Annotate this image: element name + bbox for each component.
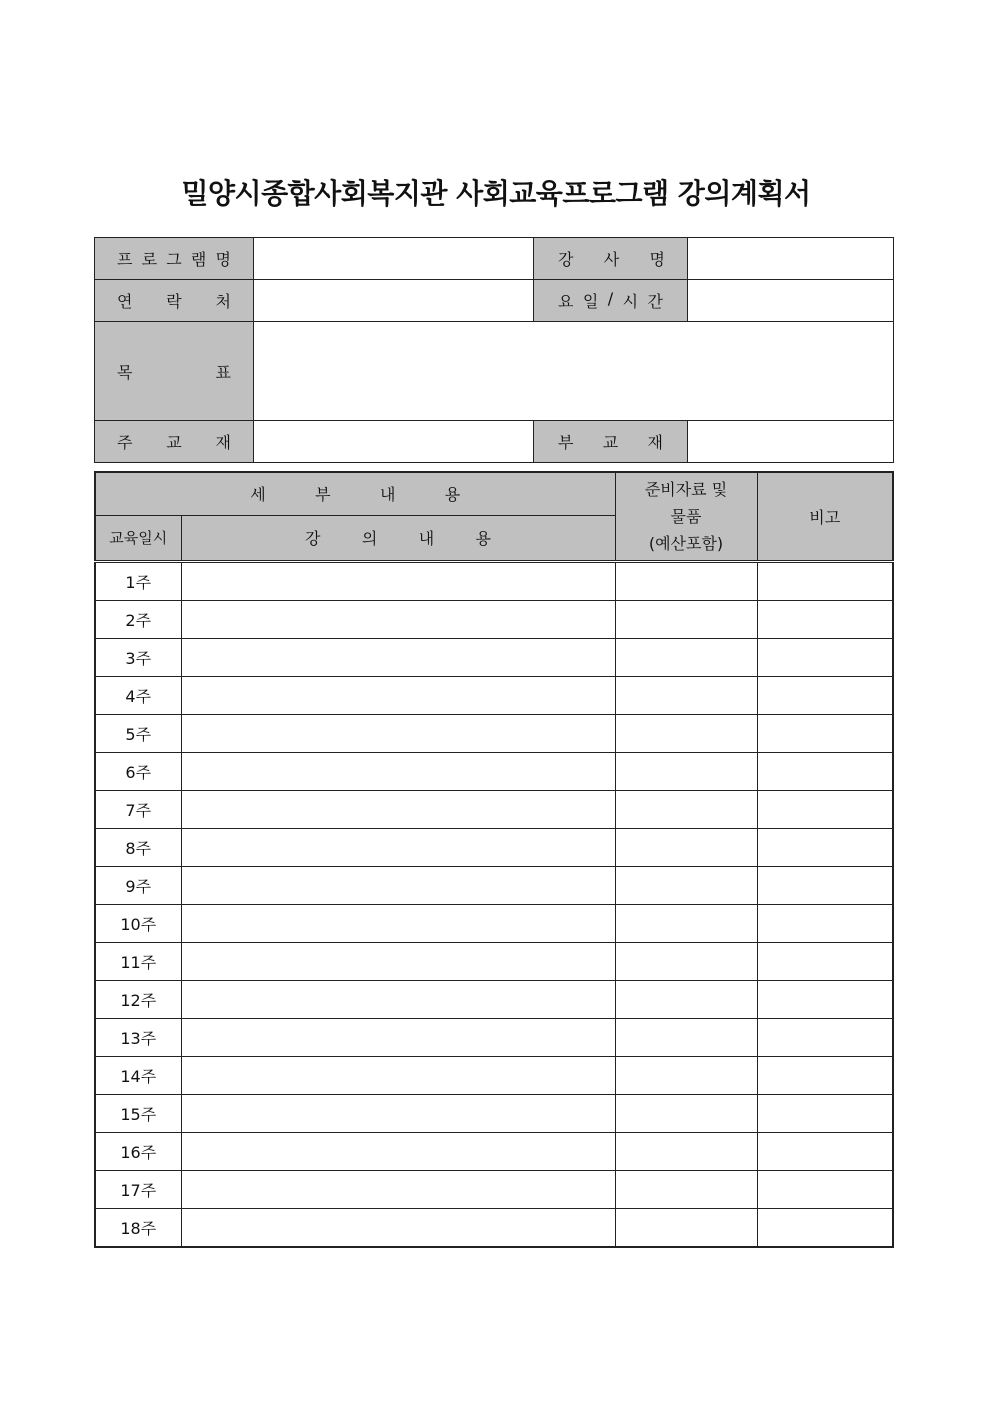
week-row: [95, 980, 893, 1018]
contact-label: [95, 280, 254, 322]
week-label: 1주: [95, 561, 181, 600]
lecture-content-header-char: 의: [361, 529, 378, 548]
schedule-field[interactable]: [688, 280, 894, 322]
instructor-label: [534, 238, 688, 280]
remarks-cell[interactable]: [757, 752, 893, 790]
materials-cell[interactable]: [615, 561, 757, 600]
detail-content-header-char: 용: [444, 485, 461, 505]
goal-label-char: 목: [117, 362, 133, 382]
schedule-label-char: 시: [622, 292, 639, 311]
program-name-label-char: 로: [141, 250, 158, 269]
materials-cell[interactable]: [615, 866, 757, 904]
week-row: [95, 866, 893, 904]
weekly-plan-table: [94, 471, 894, 1248]
contact-label-char: 연: [117, 292, 133, 311]
lecture-content-cell[interactable]: [181, 980, 615, 1018]
schedule-label-char: /: [607, 289, 614, 308]
contact-field[interactable]: [254, 280, 534, 322]
program-name-label-char: 프: [117, 250, 133, 269]
materials-header-line2: 물품: [670, 506, 702, 526]
contact-label-char: 락: [166, 292, 182, 311]
remarks-cell[interactable]: [757, 714, 893, 752]
week-label: 15주: [95, 1094, 181, 1132]
main-textbook-label-char: 주: [117, 433, 133, 452]
materials-cell[interactable]: [615, 790, 757, 828]
week-row: [95, 561, 893, 600]
week-label: 18주: [95, 1208, 181, 1247]
week-label: 4주: [95, 676, 181, 714]
lecture-content-cell[interactable]: [181, 752, 615, 790]
detail-content-header-char: 세: [250, 485, 266, 505]
week-label: 7주: [95, 790, 181, 828]
sub-textbook-label-char: 교: [602, 433, 619, 452]
remarks-cell[interactable]: [757, 980, 893, 1018]
lecture-content-header-char: 용: [475, 529, 491, 548]
lecture-content-cell[interactable]: [181, 638, 615, 676]
remarks-cell[interactable]: [757, 1056, 893, 1094]
detail-content-header: [95, 472, 615, 515]
week-row: [95, 1094, 893, 1132]
remarks-cell[interactable]: [757, 600, 893, 638]
week-row: [95, 942, 893, 980]
week-label: 6주: [95, 752, 181, 790]
week-row: [95, 676, 893, 714]
remarks-cell[interactable]: [757, 942, 893, 980]
lecture-content-cell[interactable]: [181, 1018, 615, 1056]
lecture-content-cell[interactable]: [181, 600, 615, 638]
sub-textbook-label-char: 부: [558, 433, 574, 452]
instructor-label-char: 명: [649, 250, 665, 269]
lecture-content-cell[interactable]: [181, 1208, 615, 1247]
week-label: 16주: [95, 1132, 181, 1170]
materials-header-line1: 준비자료 및: [644, 479, 728, 499]
sub-textbook-label: [534, 421, 688, 463]
week-row: [95, 638, 893, 676]
materials-cell[interactable]: [615, 714, 757, 752]
materials-cell[interactable]: [615, 942, 757, 980]
program-name-label-char: 그: [166, 250, 182, 269]
sub-textbook-field[interactable]: [688, 421, 894, 463]
remarks-cell[interactable]: [757, 866, 893, 904]
remarks-cell[interactable]: [757, 1208, 893, 1247]
contact-label-char: 처: [215, 292, 231, 311]
schedule-label: [534, 280, 688, 322]
lecture-content-cell[interactable]: [181, 676, 615, 714]
instructor-field[interactable]: [688, 238, 894, 280]
week-row: [95, 752, 893, 790]
week-label: 11주: [95, 942, 181, 980]
week-row: [95, 1208, 893, 1247]
detail-content-header-char: 내: [379, 485, 396, 505]
program-name-field[interactable]: [254, 238, 534, 280]
detail-content-header-char: 부: [315, 485, 331, 505]
materials-cell[interactable]: [615, 638, 757, 676]
remarks-cell[interactable]: [757, 676, 893, 714]
week-row: [95, 904, 893, 942]
lecture-content-cell[interactable]: [181, 561, 615, 600]
main-textbook-label-char: 재: [215, 433, 231, 452]
remarks-cell[interactable]: [757, 638, 893, 676]
lecture-content-cell[interactable]: [181, 828, 615, 866]
materials-cell[interactable]: [615, 1094, 757, 1132]
week-row: [95, 790, 893, 828]
sub-textbook-label-char: 재: [647, 433, 663, 452]
lecture-content-cell[interactable]: [181, 866, 615, 904]
remarks-cell[interactable]: [757, 790, 893, 828]
remarks-cell[interactable]: [757, 828, 893, 866]
materials-cell[interactable]: [615, 1132, 757, 1170]
remarks-cell[interactable]: [757, 1170, 893, 1208]
document-title: 밀양시종합사회복지관 사회교육프로그램 강의계획서: [181, 177, 811, 210]
lecture-content-header-char: 강: [305, 529, 321, 548]
lecture-content-cell[interactable]: [181, 714, 615, 752]
remarks-cell[interactable]: [757, 1018, 893, 1056]
goal-label-char: 표: [215, 362, 231, 382]
week-row: [95, 714, 893, 752]
instructor-label-char: 강: [558, 250, 574, 269]
lecture-content-cell[interactable]: [181, 1056, 615, 1094]
main-textbook-label-char: 교: [166, 433, 182, 452]
lecture-content-cell[interactable]: [181, 1094, 615, 1132]
materials-cell[interactable]: [615, 1170, 757, 1208]
remarks-cell[interactable]: [757, 561, 893, 600]
materials-cell[interactable]: [615, 904, 757, 942]
week-label: 14주: [95, 1056, 181, 1094]
week-row: [95, 1132, 893, 1170]
remarks-cell[interactable]: [757, 1132, 893, 1170]
week-label: 12주: [95, 980, 181, 1018]
materials-cell[interactable]: [615, 1056, 757, 1094]
materials-cell[interactable]: [615, 676, 757, 714]
materials-header-line3: (예산포함): [648, 533, 724, 553]
week-label: 2주: [95, 600, 181, 638]
week-label: 17주: [95, 1170, 181, 1208]
remarks-header: 비고: [757, 472, 893, 561]
materials-cell[interactable]: [615, 1018, 757, 1056]
materials-header: [615, 472, 757, 561]
instructor-label-char: 사: [603, 250, 620, 269]
program-name-label: [95, 238, 254, 280]
week-label: 10주: [95, 904, 181, 942]
goal-field[interactable]: [254, 322, 894, 421]
date-header: 교육일시: [95, 515, 181, 561]
materials-cell[interactable]: [615, 828, 757, 866]
materials-cell[interactable]: [615, 752, 757, 790]
week-label: 3주: [95, 638, 181, 676]
week-label: 13주: [95, 1018, 181, 1056]
week-label: 9주: [95, 866, 181, 904]
goal-label: [95, 322, 254, 421]
lecture-content-cell[interactable]: [181, 1170, 615, 1208]
main-textbook-label: [95, 421, 254, 463]
week-label: 5주: [95, 714, 181, 752]
materials-cell[interactable]: [615, 980, 757, 1018]
schedule-label-char: 요: [558, 292, 574, 311]
lecture-content-header: [181, 515, 615, 561]
program-name-label-char: 명: [215, 250, 231, 269]
week-label: 8주: [95, 828, 181, 866]
schedule-label-char: 간: [647, 292, 663, 311]
lecture-content-cell[interactable]: [181, 904, 615, 942]
lecture-content-cell[interactable]: [181, 1132, 615, 1170]
lecture-content-cell[interactable]: [181, 790, 615, 828]
remarks-cell[interactable]: [757, 1094, 893, 1132]
materials-cell[interactable]: [615, 600, 757, 638]
materials-cell[interactable]: [615, 1208, 757, 1247]
week-row: [95, 600, 893, 638]
program-name-label-char: 램: [190, 250, 207, 269]
lecture-content-cell[interactable]: [181, 942, 615, 980]
lecture-content-header-char: 내: [418, 529, 435, 548]
week-row: [95, 1018, 893, 1056]
week-row: [95, 1170, 893, 1208]
main-textbook-field[interactable]: [254, 421, 534, 463]
week-row: [95, 828, 893, 866]
schedule-label-char: 일: [582, 292, 599, 311]
week-row: [95, 1056, 893, 1094]
program-info-table: [94, 237, 894, 463]
remarks-cell[interactable]: [757, 904, 893, 942]
